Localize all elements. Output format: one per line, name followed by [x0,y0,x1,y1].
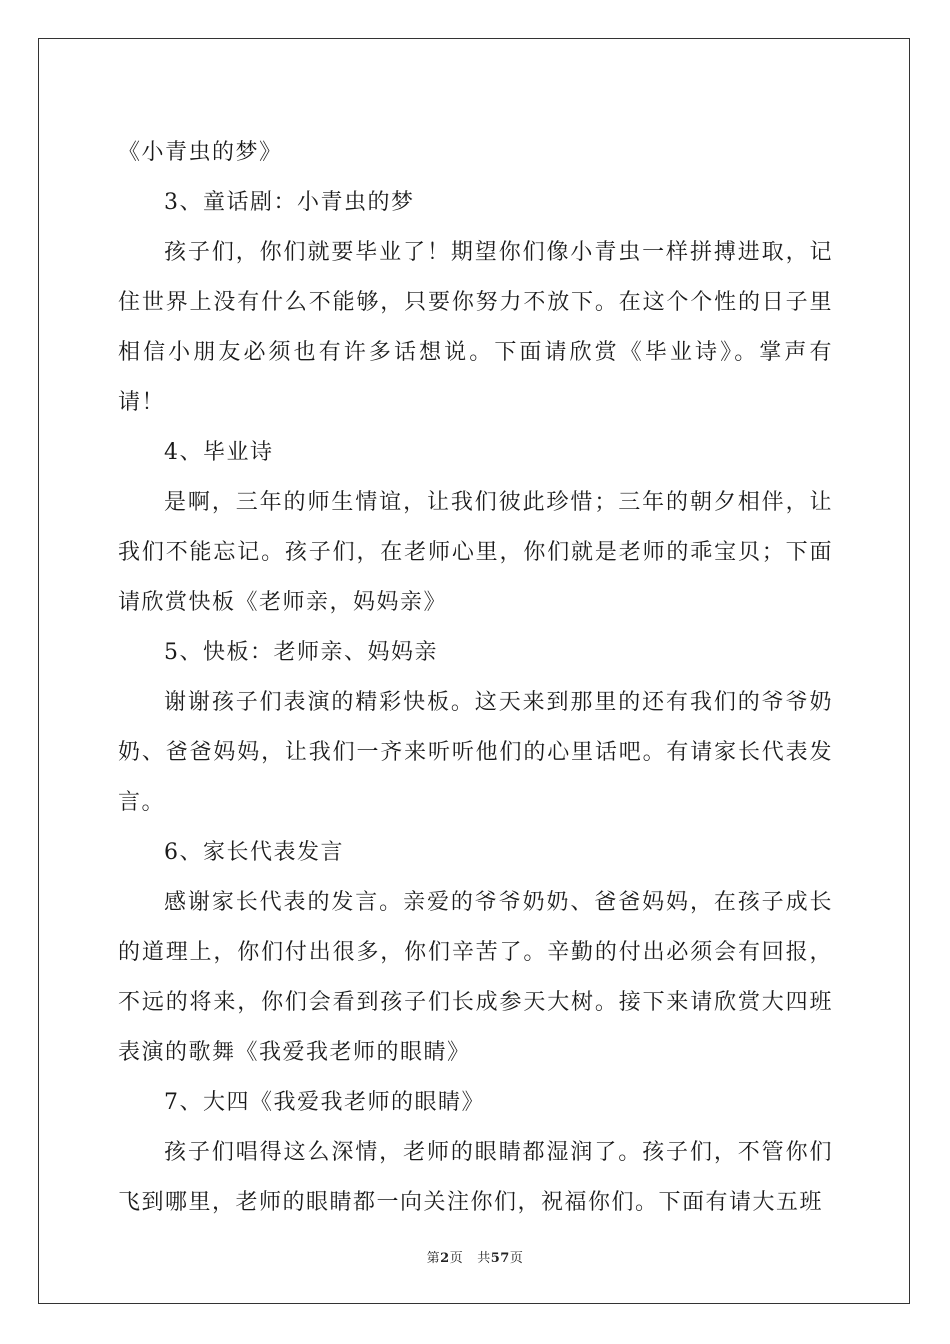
total-suffix: 页 [509,1251,524,1266]
paragraph-heading-3: 3、童话剧：小青虫的梦 [164,190,415,215]
page-prefix: 第 [426,1251,441,1266]
page-footer [0,1247,950,1266]
paragraph-heading-7: 7、大四《我爱我老师的眼睛》 [164,1090,485,1115]
page-suffix: 页 [449,1251,464,1266]
paragraph-heading-6: 6、家长代表发言 [164,840,344,865]
paragraph: 感谢家长代表的发言。亲爱的爷爷奶奶、爸爸妈妈，在孩子成长的道理上，你们付出很多，你们辛苦了。辛勤的付出必须会有回报，不远的将来，你们会看到孩子们长成参天大树。接下来请欣赏大四班表演的歌舞《我爱我老师的眼睛》 [118,890,833,1065]
paragraph: 孩子们，你们就要毕业了！期望你们像小青虫一样拼搏进取，记住世界上没有什么不能够，只要你努力不放下。在这个个性的日子里相信小朋友必须也有许多话想说。下面请欣赏《毕业诗》。掌声有请！ [118,240,833,415]
total-page-count: 57 [490,1251,510,1266]
paragraph-heading-4: 4、毕业诗 [164,440,274,465]
paragraph: 谢谢孩子们表演的精彩快板。这天来到那里的还有我们的爷爷奶奶、爸爸妈妈，让我们一齐来听听他们的心里话吧。有请家长代表发言。 [118,690,833,815]
document-body [118,128,833,1228]
current-page-number: 2 [440,1251,450,1266]
paragraph: 是啊，三年的师生情谊，让我们彼此珍惜；三年的朝夕相伴，让我们不能忘记。孩子们，在老师心里，你们就是老师的乖宝贝；下面请欣赏快板《老师亲，妈妈亲》 [118,490,833,615]
total-prefix: 共 [477,1251,491,1266]
paragraph-title: 《小青虫的梦》 [118,140,283,165]
paragraph-heading-5: 5、快板：老师亲、妈妈亲 [164,640,438,665]
paragraph: 孩子们唱得这么深情，老师的眼睛都湿润了。孩子们，不管你们飞到哪里，老师的眼睛都一向关注你们，祝福你们。下面有请大五班 [118,1140,833,1215]
